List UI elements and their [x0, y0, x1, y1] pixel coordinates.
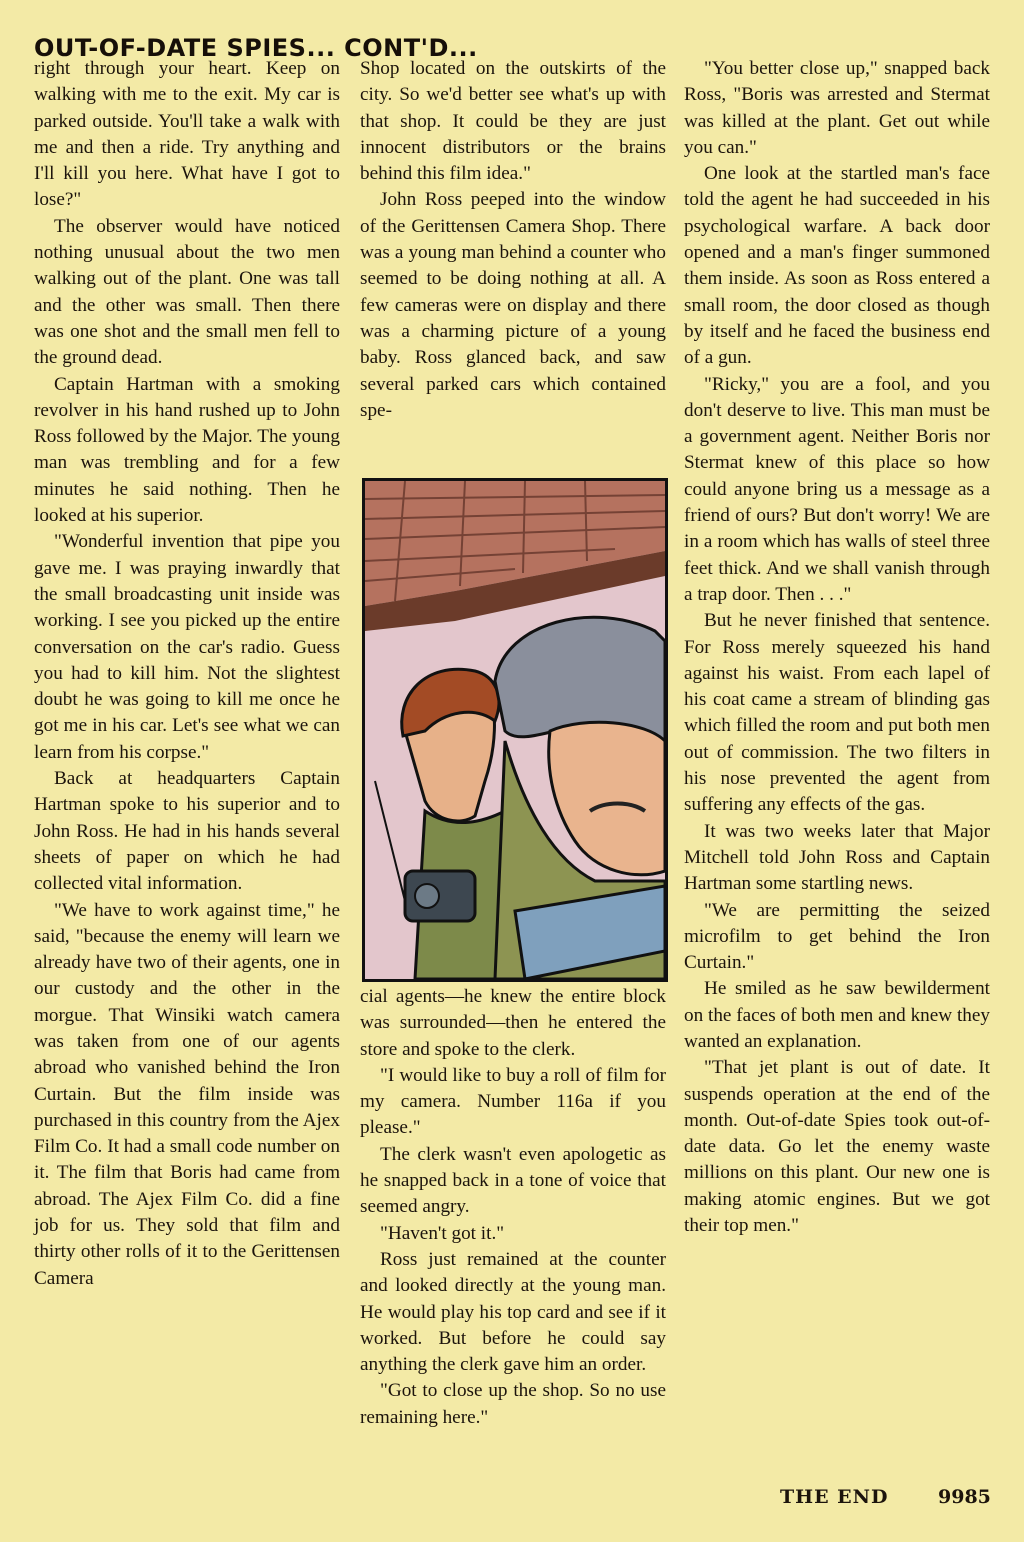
paragraph: One look at the startled man's face told the agent he had succeeded in his psychological warfare. A back door opened and a man's finger summoned them inside. As soon as Ross entered a small room, the door closed as though by itself and he faced the business end of a gun. [684, 163, 990, 369]
text-column-left [34, 56, 340, 1292]
the-end-label: THE END [780, 1486, 889, 1508]
paragraph: The clerk wasn't even apologetic as he snapped back in a tone of voice that seemed angry. [360, 1143, 666, 1218]
paragraph: He smiled as he saw bewilderment on the faces of both men and knew they wanted an explanation. [684, 978, 990, 1052]
paragraph: John Ross peeped into the window of the Gerittensen Camera Shop. There was a young man behind a counter who seemed to be doing nothing at all. A few cameras were on display and there was a charming picture of a young baby. Ross glanced back, and saw several parked cars which contained spe- [360, 189, 666, 421]
paragraph: It was two weeks later that Major Mitchell told John Ross and Captain Hartman some startling news. [684, 820, 990, 895]
paragraph: "That jet plant is out of date. It suspends operation at the end of the month. Out-of-date Spies took out-of-date data. Go let the enemy waste millions on this plant. Our new one is making atomic engines. But we got their top men." [684, 1057, 990, 1237]
paragraph: "We have to work against time," he said, "because the enemy will learn we already have two of their agents, one in our custody and the other in the morgue. That Winsiki watch camera was taken from one of our agents abroad who vanished behind the Iron Curtain. But the film inside was purchased in this country from the Ajex Film Co. It had a small code number on it. The film that Boris had came from abroad. The Ajex Film Co. did a fine job for us. They sold that film and thirty other rolls of it to the Gerittensen Camera [34, 899, 340, 1289]
paragraph: Ross just remained at the counter and looked directly at the young man. He would play his top card and see if it worked. But before he could say anything the clerk gave him an order. [360, 1248, 666, 1376]
paragraph: "Haven't got it." [380, 1222, 505, 1244]
paragraph: Captain Hartman with a smoking revolver in his hand rushed up to John Ross followed by the Major. The young man was trembling and for a few minutes he said nothing. Then he looked at his superior. [34, 373, 340, 527]
paragraph: cial agents—he knew the entire block was surrounded—then he entered the store and spoke to the clerk. [360, 986, 666, 1060]
text-column-right [684, 56, 990, 1239]
paragraph: But he never finished that sentence. For Ross merely squeezed his hand against his waist. From each lapel of his coat came a stream of blinding gas which filled the room and put both men out of commission. The two filters in his nose prevented the agent from suffering any effects of the gas. [684, 610, 990, 816]
paragraph: Shop located on the outskirts of the city. So we'd better see what's up with that shop. It could be they are just innocent distributors or the brains behind this film idea." [360, 58, 666, 185]
paragraph: "You better close up," snapped back Ross, "Boris was arrested and Stermat was killed at the plant. Get out while you can." [684, 58, 990, 158]
comic-panel-illustration [362, 478, 668, 982]
comic-panel-art [365, 481, 665, 979]
paragraph: Back at headquarters Captain Hartman spoke to his superior and to John Ross. He had in his hands several sheets of paper on which he had collected vital information. [34, 768, 340, 895]
paragraph: "I would like to buy a roll of film for my camera. Number 116a if you please." [360, 1064, 666, 1139]
paragraph: "Ricky," you are a fool, and you don't deserve to live. This man must be a government agent. Neither Boris nor Stermat knew of this place so how could anyone bring us a message as a friend of ours? But don't worry! We are in a room which has walls of steel three feet thick. And we shall vanish through a trap door. Then . . ." [684, 373, 990, 605]
page-title: OUT-OF-DATE SPIES... CONT'D... [34, 34, 478, 62]
paragraph: "We are permitting the seized microfilm to get behind the Iron Curtain." [684, 899, 990, 974]
text-column-middle-top [360, 56, 666, 424]
text-column-middle-bottom [360, 984, 666, 1431]
paragraph: right through your heart. Keep on walking with me to the exit. My car is parked outside. You'll take a walk with me and then a ride. Try anything and I'll kill you here. What have I got to lose?" [34, 58, 340, 211]
page-code-number: 9985 [938, 1486, 991, 1508]
paragraph: The observer would have noticed nothing unusual about the two men walking out of the plant. One was tall and the other was small. Then there was one shot and the small men fell to the ground dead. [34, 215, 340, 369]
paragraph: "Wonderful invention that pipe you gave me. I was praying inwardly that the small broadcasting unit inside was working. I see you picked up the entire conversation on the car's radio. Guess you had to kill him. Not the slightest doubt he was going to kill me once he got me in his car. Let's see what we can learn from his corpse." [34, 531, 340, 763]
paragraph: "Got to close up the shop. So no use remaining here." [360, 1380, 666, 1428]
